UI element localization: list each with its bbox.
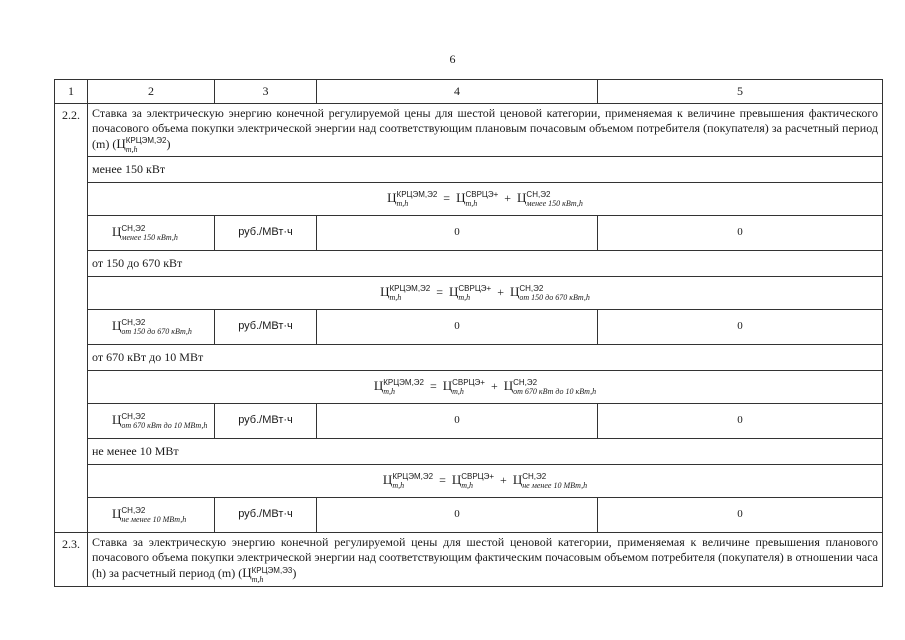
tariff-symbol: Ц КРЦЭМ,Э2 m,h [116, 136, 167, 155]
header-col-3: 3 [215, 80, 317, 104]
range-label: не менее 10 МВт [88, 439, 883, 465]
rate-value-col4: 0 [317, 404, 598, 439]
tariff-symbol: Ц СН,Э2 менее 150 кВт,h [112, 224, 178, 243]
tariff-symbol: Ц СН,Э2 не менее 10 МВт,h [112, 506, 187, 525]
tariff-symbol: Ц СВРЦЭ+ m,h [451, 472, 495, 491]
tariff-table [54, 79, 883, 587]
formula-row [55, 277, 883, 310]
price-formula: Ц КРЦЭМ,Э2 m,h = Ц СВРЦЭ+ m,h + Ц СН,Э2 от 670 кВт до 10 кВт,h [88, 371, 883, 404]
rate-unit: руб./МВт·ч [215, 404, 317, 439]
rate-symbol-cell [88, 216, 215, 251]
tariff-symbol: Ц СН,Э2 от 670 кВт до 10 МВт,h [112, 412, 208, 431]
tariff-symbol: Ц СВРЦЭ+ m,h [456, 190, 499, 209]
rate-unit: руб./МВт·ч [215, 216, 317, 251]
range-label: менее 150 кВт [88, 157, 883, 183]
rate-value-col5: 0 [598, 310, 883, 345]
range-label-row [55, 157, 883, 183]
tariff-symbol: Ц СВРЦЭ+ m,h [442, 378, 485, 397]
tariff-symbol: Ц КРЦЭМ,Э2 m,h [380, 284, 431, 303]
page-number: 6 [449, 52, 456, 66]
price-formula: Ц КРЦЭМ,Э2 m,h = Ц СВРЦЭ+ m,h + Ц СН,Э2 от 150 до 670 кВт,h [88, 277, 883, 310]
tariff-symbol: Ц СН,Э2 от 150 до 670 кВт,h [112, 318, 192, 337]
rate-value-col5: 0 [598, 216, 883, 251]
rate-value-col4: 0 [317, 498, 598, 533]
range-label-row [55, 345, 883, 371]
rate-value-col5: 0 [598, 498, 883, 533]
tariff-table-body [55, 80, 883, 587]
tariff-symbol: Ц СН,Э2 от 670 кВт до 10 кВт,h [503, 378, 597, 397]
section-number: 2.3. [55, 533, 88, 586]
range-label-row [55, 439, 883, 465]
tariff-symbol: Ц СН,Э2 менее 150 кВт,h [517, 190, 583, 209]
rate-value-col4: 0 [317, 216, 598, 251]
section-description: Ставка за электрическую энергию конечной регулируемой цены для шестой ценовой категории, применяемая к величине превышения планового почасового объема покупки электрической энергии над соответствующим фактическим почасовым объемом потребителя (покупателя) в отношении часа (h) за расчетный период (m) (Ц КРЦЭМ,Э3 m,h ) [88, 533, 883, 586]
formula-row [55, 183, 883, 216]
section-heading-row [55, 533, 883, 586]
rate-unit: руб./МВт·ч [215, 310, 317, 345]
rate-row [55, 498, 883, 533]
formula-row [55, 371, 883, 404]
header-col-2: 2 [88, 80, 215, 104]
section-number: 2.2. [55, 104, 88, 533]
tariff-symbol: Ц КРЦЭМ,Э2 m,h [382, 472, 434, 491]
range-label: от 670 кВт до 10 МВт [88, 345, 883, 371]
header-row [55, 80, 883, 104]
rate-symbol-cell [88, 310, 215, 345]
rate-value-col4: 0 [317, 310, 598, 345]
price-formula: Ц КРЦЭМ,Э2 m,h = Ц СВРЦЭ+ m,h + Ц СН,Э2 не менее 10 МВт,h [88, 465, 883, 498]
formula-row [55, 465, 883, 498]
tariff-symbol: Ц СН,Э2 не менее 10 МВт,h [512, 472, 588, 491]
tariff-symbol: Ц КРЦЭМ,Э2 m,h [387, 190, 438, 209]
tariff-symbol: Ц СВРЦЭ+ m,h [449, 284, 492, 303]
section-description: Ставка за электрическую энергию конечной регулируемой цены для шестой ценовой категории, применяемая к величине превышения фактического почасового объема покупки электрической энергии над соответствующим плановым почасовым объемом потребителя (покупателя) за расчетный период (m) (Ц КРЦЭМ,Э2 m,h ) [88, 104, 883, 157]
rate-symbol-cell [88, 404, 215, 439]
rate-row [55, 216, 883, 251]
tariff-symbol: Ц СН,Э2 от 150 до 670 кВт,h [509, 284, 590, 303]
tariff-symbol: Ц КРЦЭМ,Э2 m,h [373, 378, 424, 397]
rate-symbol-cell [88, 498, 215, 533]
rate-unit: руб./МВт·ч [215, 498, 317, 533]
header-col-1: 1 [55, 80, 88, 104]
range-label-row [55, 251, 883, 277]
tariff-symbol: Ц КРЦЭМ,Э3 m,h [242, 565, 293, 584]
rate-value-col5: 0 [598, 404, 883, 439]
header-col-5: 5 [598, 80, 883, 104]
rate-row [55, 310, 883, 345]
price-formula: Ц КРЦЭМ,Э2 m,h = Ц СВРЦЭ+ m,h + Ц СН,Э2 менее 150 кВт,h [88, 183, 883, 216]
header-col-4: 4 [317, 80, 598, 104]
rate-row [55, 404, 883, 439]
range-label: от 150 до 670 кВт [88, 251, 883, 277]
section-heading-row [55, 104, 883, 157]
